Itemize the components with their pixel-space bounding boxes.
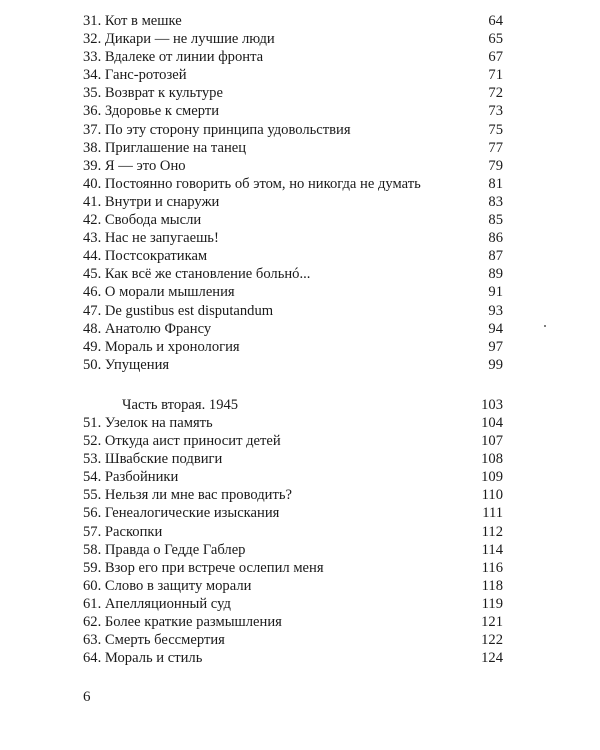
toc-entry[interactable]: [83, 338, 503, 356]
toc-entry-title: 38. Приглашение на танец: [83, 139, 247, 156]
toc-entry-page-number: 121: [481, 614, 503, 631]
toc-entry-title: 40. Постоянно говорить об этом, но никогда не думать: [83, 175, 421, 192]
toc-entry-page-number: 83: [488, 193, 503, 210]
toc-entry-title: 62. Более краткие размышления: [83, 614, 282, 631]
toc-entry[interactable]: [83, 157, 503, 175]
toc-entry-title: 47. De gustibus est disputandum: [83, 302, 274, 319]
toc-entry-page-number: 87: [488, 248, 503, 265]
toc-entry-page-number: 109: [481, 469, 503, 486]
toc-entry-title: 36. Здоровье к смерти: [83, 103, 220, 120]
toc-entry[interactable]: [83, 595, 503, 613]
toc-entry[interactable]: [83, 175, 503, 193]
toc-entry-page-number: 77: [488, 139, 503, 156]
toc-entry-title: 61. Апелляционный суд: [83, 595, 231, 612]
toc-entry[interactable]: [83, 30, 503, 48]
toc-entry[interactable]: [83, 265, 503, 283]
toc-entry-title: 37. По эту сторону принципа удовольствия: [83, 121, 351, 138]
toc-entry-page-number: 85: [488, 212, 503, 229]
toc-entry-page-number: 112: [481, 523, 503, 540]
toc-entry-page-number: 122: [481, 632, 503, 649]
toc-entry[interactable]: [83, 121, 503, 139]
toc-entry-page-number: 79: [488, 157, 503, 174]
toc-entry-part-heading[interactable]: [83, 396, 503, 414]
toc-entry-title: 55. Нельзя ли мне вас проводить?: [83, 487, 293, 504]
toc-entry[interactable]: [83, 523, 503, 541]
part-heading-page-number: 103: [481, 397, 503, 413]
toc-entry-page-number: 72: [488, 85, 503, 102]
toc-entry-title: 42. Свобода мысли: [83, 212, 202, 229]
toc-entry-title: 52. Откуда аист приносит детей: [83, 433, 281, 450]
toc-entry-title: 60. Слово в защиту морали: [83, 577, 252, 594]
toc-list-part-one: [83, 12, 503, 374]
toc-entry[interactable]: [83, 559, 503, 577]
toc-entry[interactable]: [83, 302, 503, 320]
toc-entry[interactable]: [83, 468, 503, 486]
toc-entry-title: 45. Как всё же становление больнó...: [83, 266, 311, 283]
toc-entry-title: 56. Генеалогические изыскания: [83, 505, 280, 522]
toc-entry[interactable]: [83, 247, 503, 265]
toc-entry[interactable]: [83, 631, 503, 649]
toc-entry-title: 53. Швабские подвиги: [83, 451, 223, 468]
toc-entry-page-number: 104: [481, 415, 503, 431]
toc-entry[interactable]: [83, 320, 503, 338]
toc-entry-title: 44. Постсократикам: [83, 248, 208, 265]
toc-entry-page-number: 111: [482, 505, 503, 522]
toc-entry-title: 41. Внутри и снаружи: [83, 193, 220, 210]
toc-entry[interactable]: [83, 66, 503, 84]
toc-entry-title: 50. Упущения: [83, 356, 170, 373]
toc-entry[interactable]: [83, 283, 503, 301]
toc-entry[interactable]: [83, 356, 503, 374]
toc-entry[interactable]: [83, 613, 503, 631]
toc-entry[interactable]: [83, 139, 503, 157]
toc-entry-page-number: 108: [481, 451, 503, 468]
toc-entry[interactable]: [83, 211, 503, 229]
toc-entry-page-number: 119: [481, 595, 503, 612]
toc-entry-page-number: 99: [488, 356, 503, 373]
toc-entry-title: 48. Анатолю Франсу: [83, 320, 212, 337]
toc-entry-page-number: 67: [488, 49, 503, 66]
toc-entry-title: 33. Вдалеке от линии фронта: [83, 49, 264, 66]
toc-entry-page-number: 93: [488, 302, 503, 319]
toc-entry-title: 54. Разбойники: [83, 469, 179, 486]
toc-entry-title: 46. О морали мышления: [83, 284, 235, 301]
toc-entry-page-number: 110: [481, 487, 503, 504]
toc-entry-title: 35. Возврат к культуре: [83, 85, 223, 102]
toc-entry[interactable]: [83, 450, 503, 468]
toc-entry-page-number: 116: [481, 559, 503, 576]
scan-speck: [544, 325, 546, 327]
toc-entry-page-number: 97: [488, 338, 503, 355]
toc-entry-page-number: 89: [488, 266, 503, 283]
toc-entry-page-number: 94: [488, 320, 503, 337]
toc-entry[interactable]: [83, 504, 503, 522]
toc-entry-page-number: 124: [481, 650, 503, 667]
toc-entry-title: 39. Я — это Оно: [83, 157, 186, 174]
toc-entry-title: 51. Узелок на память: [83, 415, 213, 431]
toc-entry-title: 63. Смерть бессмертия: [83, 632, 225, 649]
toc-entry[interactable]: [83, 414, 503, 432]
page-number-folio: 6: [83, 689, 91, 705]
toc-entry[interactable]: [83, 432, 503, 450]
toc-entry[interactable]: [83, 577, 503, 595]
part-two-heading: [83, 396, 503, 414]
toc-entry-title: 43. Нас не запугаешь!: [83, 230, 219, 247]
toc-entry[interactable]: [83, 193, 503, 211]
part-heading-title: Часть вторая. 1945: [122, 397, 239, 413]
toc-entry-title: 58. Правда о Гедде Габлер: [83, 541, 246, 558]
toc-entry-title: 34. Ганс-ротозей: [83, 67, 187, 84]
toc-entry-page-number: 75: [488, 121, 503, 138]
toc-entry-page-number: 114: [481, 541, 503, 558]
toc-entry-title: 57. Раскопки: [83, 523, 163, 540]
toc-entry-page-number: 86: [488, 230, 503, 247]
toc-entry-page-number: 81: [488, 175, 503, 192]
toc-entry-page-number: 65: [488, 31, 503, 48]
toc-entry-page-number: 118: [481, 577, 503, 594]
toc-entry[interactable]: [83, 84, 503, 102]
toc-entry-page-number: 107: [481, 433, 503, 450]
toc-list-part-two: [83, 414, 503, 667]
toc-entry-title: 32. Дикари — не лучшие люди: [83, 31, 275, 48]
toc-entry[interactable]: [83, 102, 503, 120]
toc-entry-page-number: 91: [488, 284, 503, 301]
toc-entry-title: 59. Взор его при встрече ослепил меня: [83, 559, 324, 576]
toc-entry-title: 49. Мораль и хронология: [83, 338, 240, 355]
toc-entry[interactable]: [83, 229, 503, 247]
toc-entry[interactable]: [83, 649, 503, 667]
toc-entry[interactable]: [83, 48, 503, 66]
toc-entry[interactable]: [83, 486, 503, 504]
toc-entry-page-number: 64: [488, 13, 503, 29]
toc-entry[interactable]: [83, 541, 503, 559]
toc-entry-page-number: 71: [488, 67, 503, 84]
toc-entry-title: 31. Кот в мешке: [83, 13, 182, 29]
toc-entry-page-number: 73: [488, 103, 503, 120]
toc-entry[interactable]: [83, 12, 503, 30]
toc-entry-title: 64. Мораль и стиль: [83, 650, 203, 667]
